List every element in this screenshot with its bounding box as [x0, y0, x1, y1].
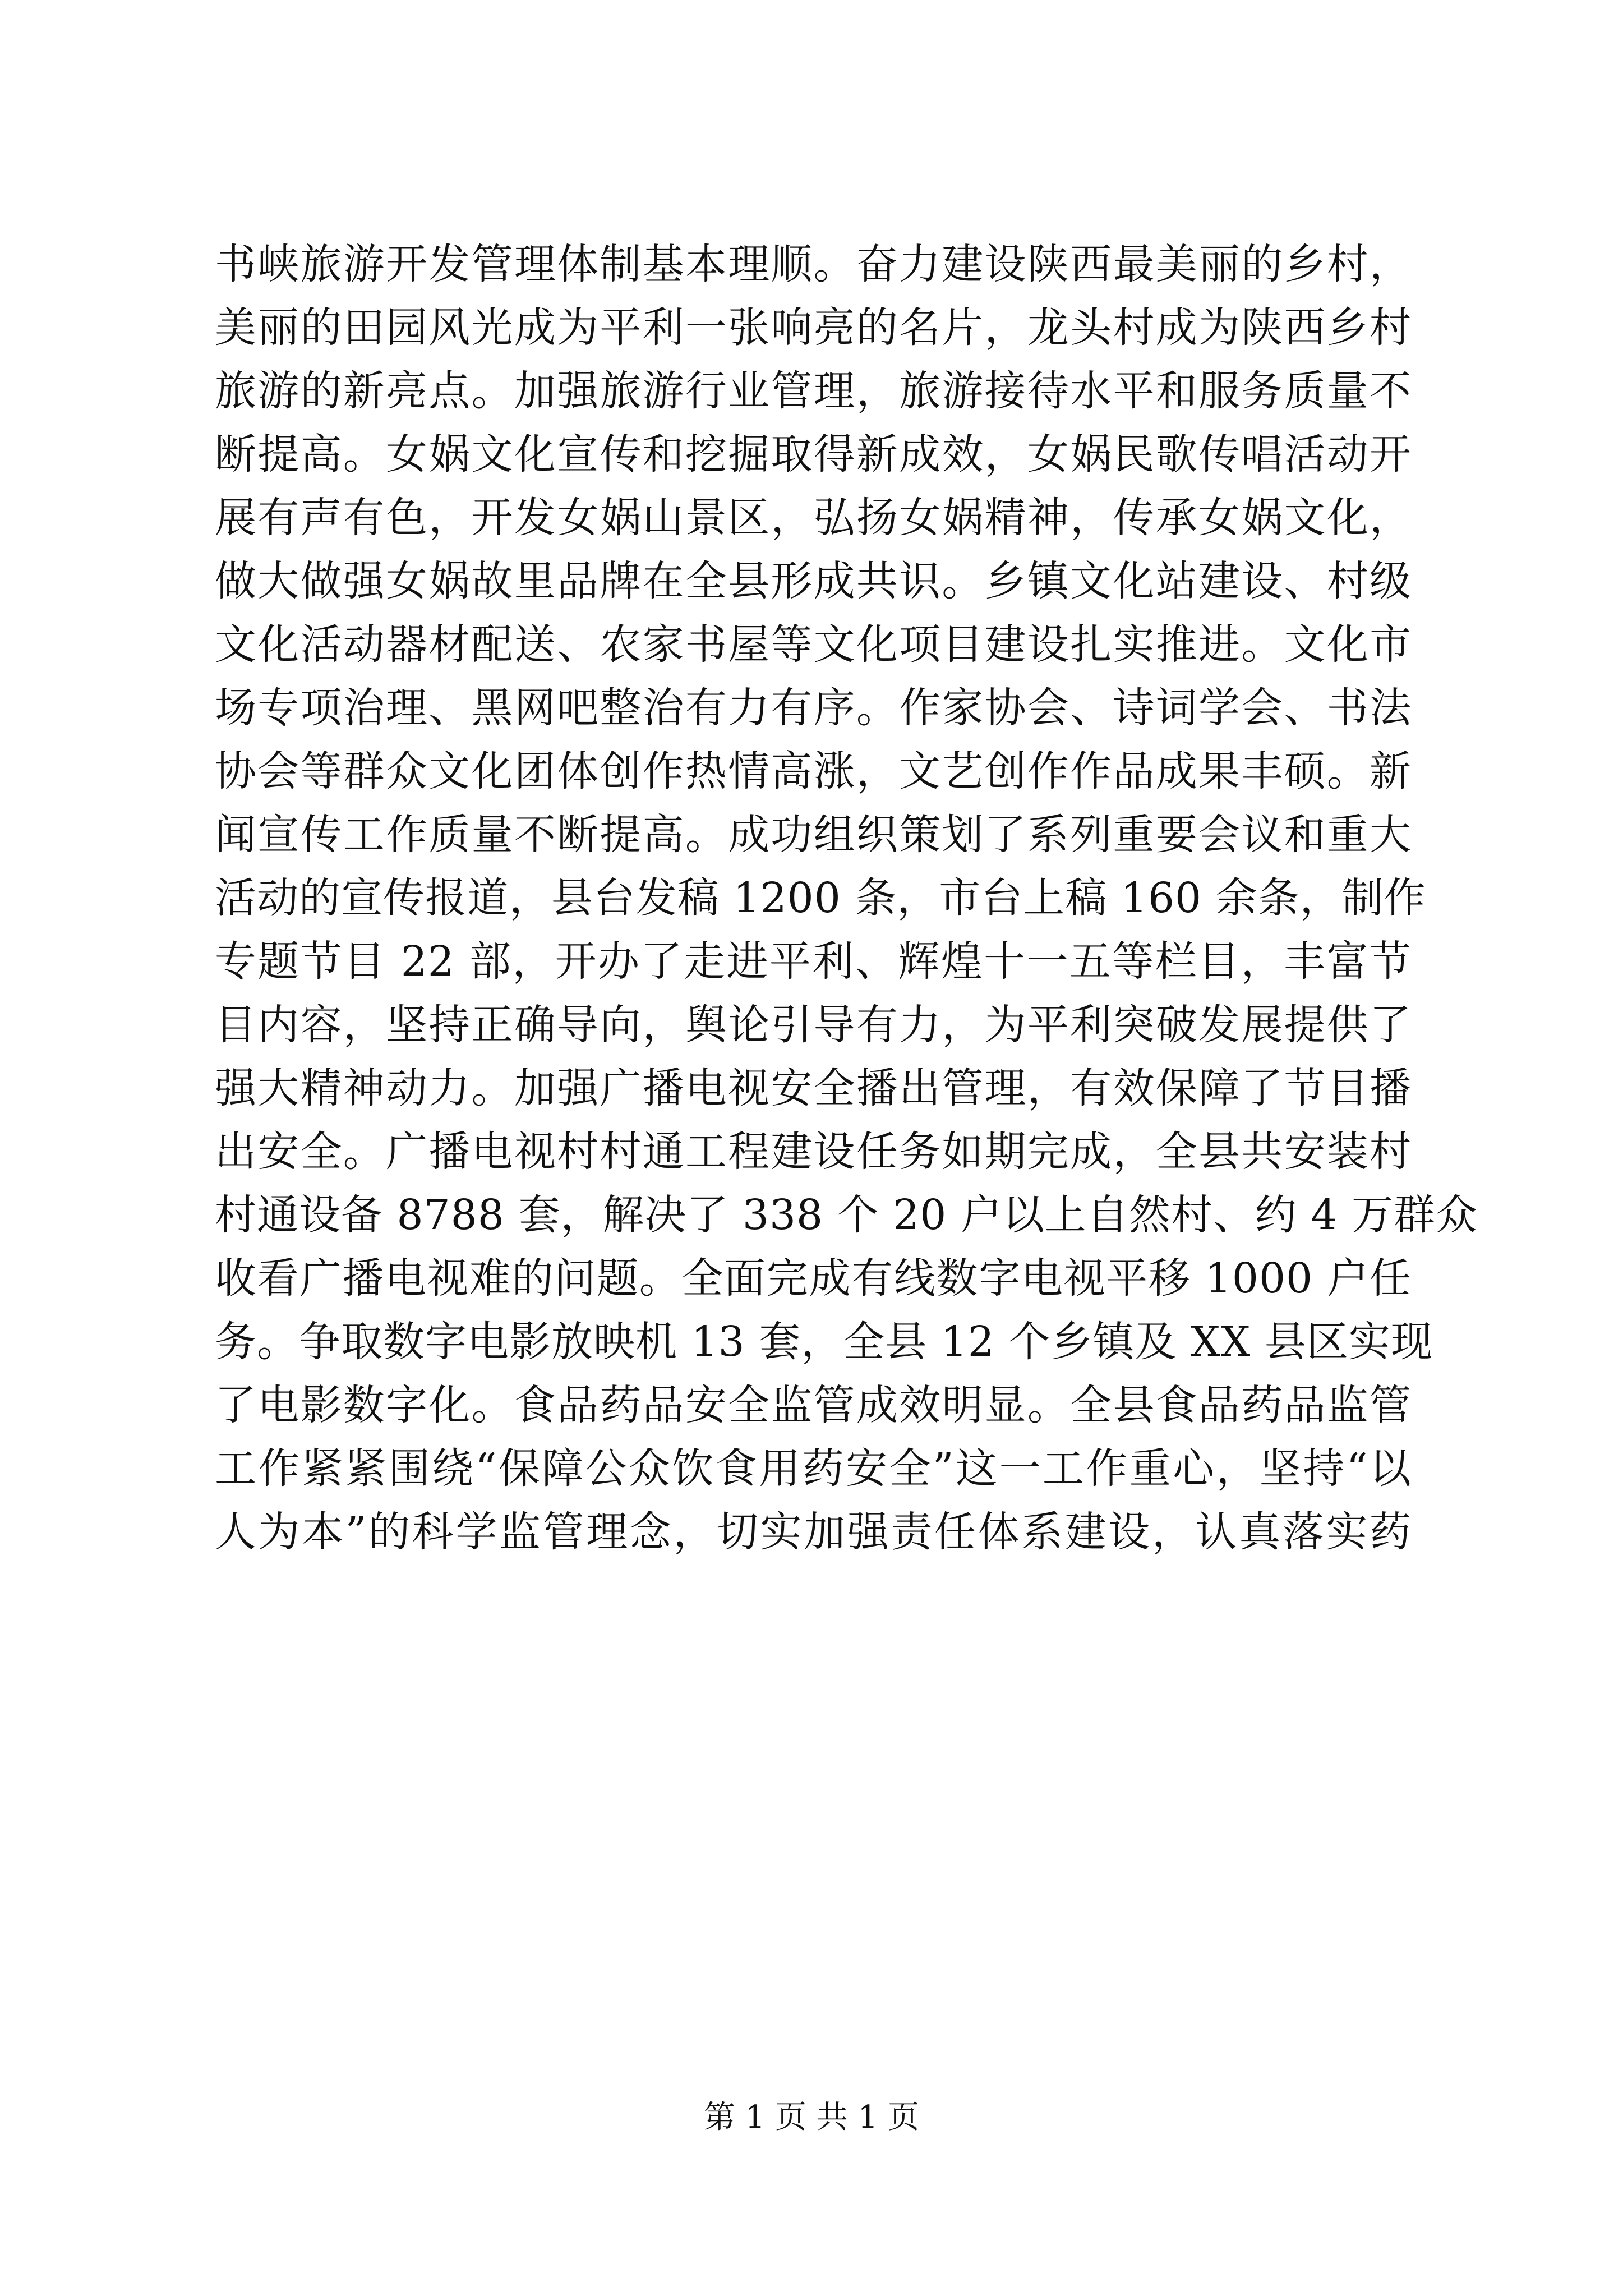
text-line: 务。争取数字电影放映机 13 套，全县 12 个乡镇及 XX 县区实现	[215, 1318, 1433, 1366]
text-line: 做大做强女娲故里品牌在全县形成共识。乡镇文化站建设、村级	[215, 557, 1412, 605]
text-line: 旅游的新亮点。加强旅游行业管理，旅游接待水平和服务质量不	[215, 367, 1412, 415]
body-text	[215, 233, 1478, 1564]
text-line: 强大精神动力。加强广播电视安全播出管理，有效保障了节目播	[215, 1064, 1412, 1112]
text-line: 协会等群众文化团体创作热情高涨，文艺创作作品成果丰硕。新	[215, 747, 1412, 795]
text-line: 出安全。广播电视村村通工程建设任务如期完成，全县共安装村	[215, 1128, 1412, 1176]
text-line: 人为本”的科学监管理念，切实加强责任体系建设，认真落实药	[215, 1508, 1412, 1556]
text-line: 目内容，坚持正确导向，舆论引导有力，为平利突破发展提供了	[215, 1001, 1412, 1049]
text-line: 文化活动器材配送、农家书屋等文化项目建设扎实推进。文化市	[215, 620, 1412, 669]
text-line: 闻宣传工作质量不断提高。成功组织策划了系列重要会议和重大	[215, 811, 1412, 859]
text-line: 断提高。女娲文化宣传和挖掘取得新成效，女娲民歌传唱活动开	[215, 430, 1412, 478]
page-footer: 第 1 页 共 1 页	[703, 2099, 920, 2136]
text-line: 美丽的田园风光成为平利一张响亮的名片，龙头村成为陕西乡村	[215, 303, 1412, 352]
text-line: 专题节目 22 部，开办了走进平利、辉煌十一五等栏目，丰富节	[215, 937, 1412, 986]
text-line: 村通设备 8788 套，解决了 338 个 20 户以上自然村、约 4 万群众	[215, 1191, 1478, 1239]
text-line: 场专项治理、黑网吧整治有力有序。作家协会、诗词学会、书法	[215, 684, 1412, 732]
text-line: 收看广播电视难的问题。全面完成有线数字电视平移 1000 户任	[215, 1254, 1412, 1303]
text-line: 展有声有色，开发女娲山景区，弘扬女娲精神，传承女娲文化，	[215, 494, 1412, 542]
text-line: 了电影数字化。食品药品安全监管成效明显。全县食品药品监管	[215, 1381, 1412, 1429]
text-line: 书峡旅游开发管理体制基本理顺。奋力建设陕西最美丽的乡村，	[215, 240, 1412, 288]
text-line: 活动的宣传报道，县台发稿 1200 条，市台上稿 160 余条，制作	[215, 874, 1426, 922]
text-line: 工作紧紧围绕“保障公众饮食用药安全”这一工作重心，坚持“以	[215, 1444, 1412, 1493]
